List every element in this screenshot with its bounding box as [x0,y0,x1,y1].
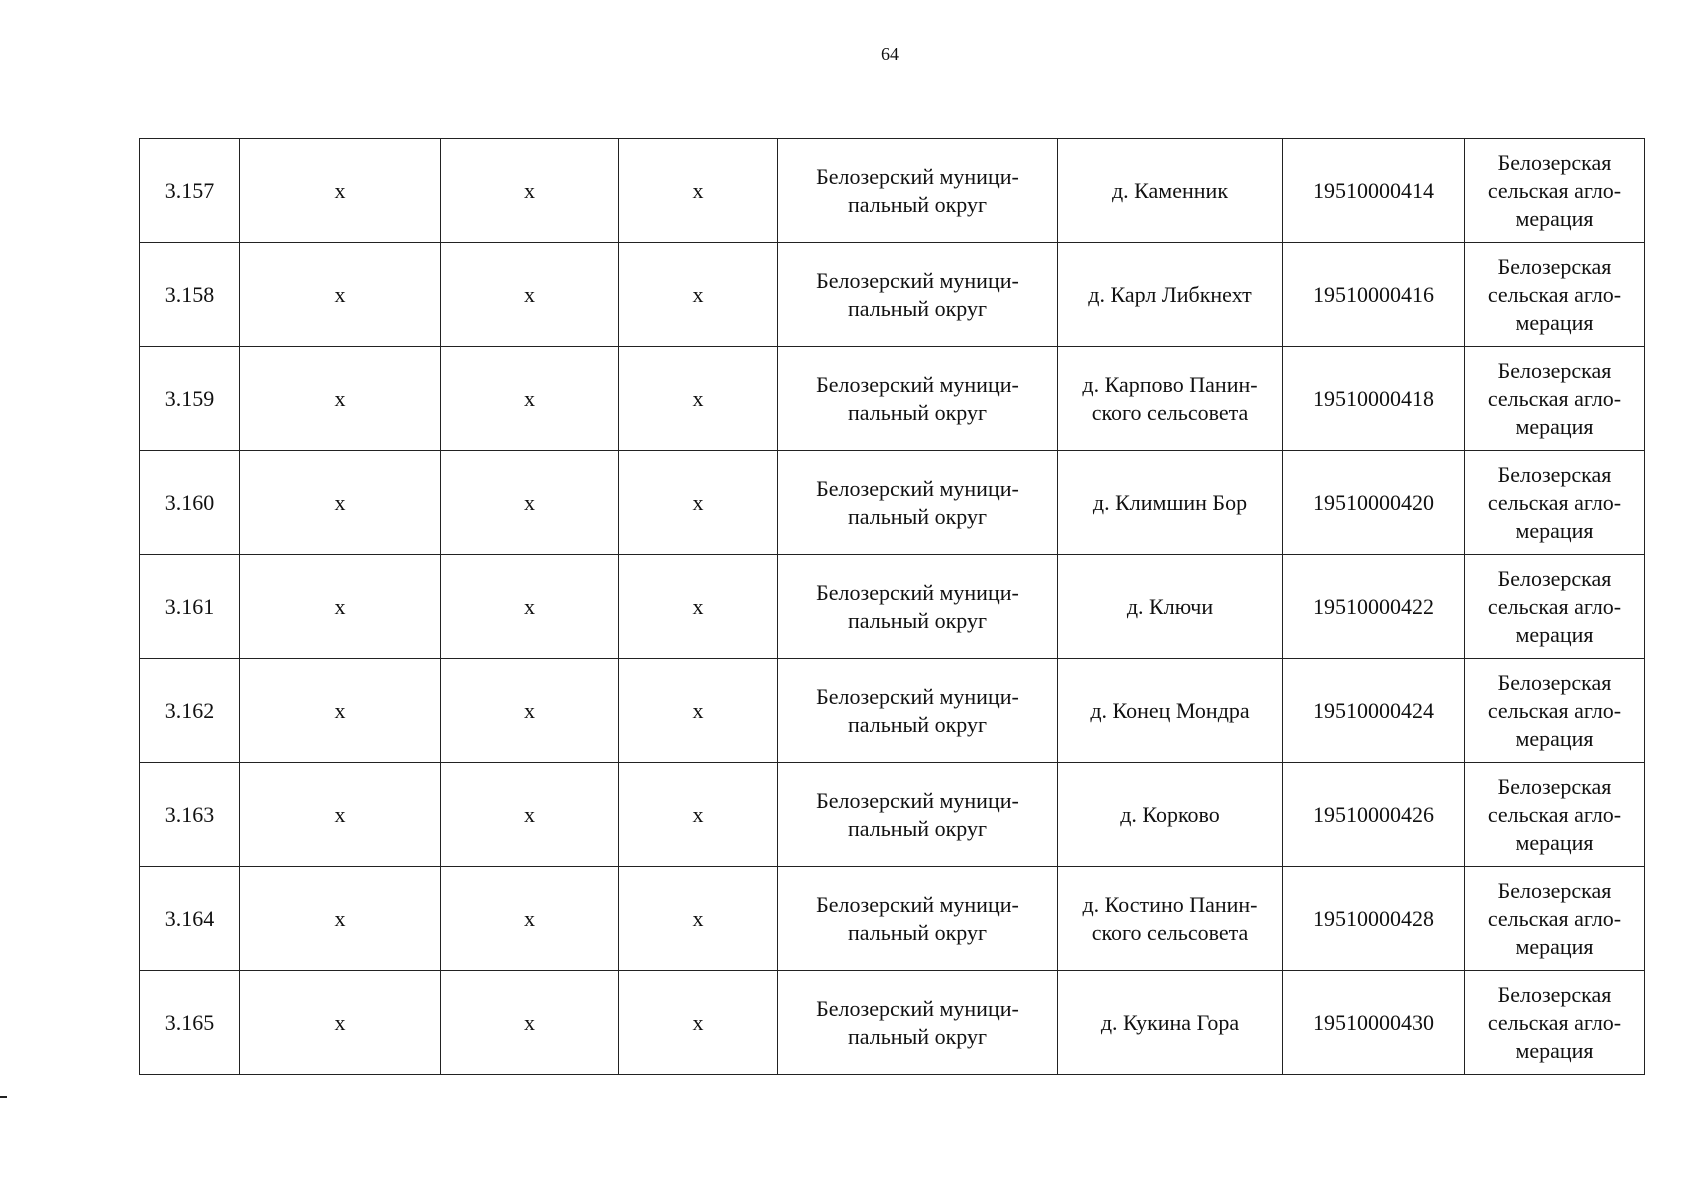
agglomeration-cell-line: Белозерская [1497,357,1612,383]
table-row [140,451,1645,555]
page-number: 64 [881,44,899,64]
x-cell: x [619,139,778,243]
agglomeration-cell [1465,139,1645,243]
agglomeration-cell-line: мерация [1515,621,1594,647]
district-cell-line: пальный округ [848,815,987,841]
district-cell-line: пальный округ [848,711,987,737]
agglomeration-cell-line: сельская агло- [1487,1009,1622,1035]
district-cell-line: Белозерский муници- [816,995,1019,1021]
x-cell: x [240,451,441,555]
oktmo-code-cell: 19510000418 [1283,347,1465,451]
x-cell: x [619,451,778,555]
x-cell: x [240,555,441,659]
table-row [140,243,1645,347]
settlement-cell-line: д. Карл Либкнехт [1088,281,1252,307]
row-number-cell: 3.164 [140,867,240,971]
x-cell: x [619,555,778,659]
agglomeration-cell [1465,659,1645,763]
district-cell-line: пальный округ [848,503,987,529]
agglomeration-cell-line: мерация [1515,517,1594,543]
x-cell: x [240,347,441,451]
agglomeration-cell-line: Белозерская [1497,149,1612,175]
district-cell [778,451,1058,555]
x-cell: x [240,763,441,867]
settlement-cell-line: д. Ключи [1126,593,1214,619]
settlements-table [139,138,1645,1075]
agglomeration-cell-line: Белозерская [1497,877,1612,903]
x-cell: x [441,347,619,451]
agglomeration-cell [1465,971,1645,1075]
x-cell: x [240,867,441,971]
district-cell-line: пальный округ [848,919,987,945]
agglomeration-cell [1465,555,1645,659]
x-cell: x [441,139,619,243]
x-cell: x [240,659,441,763]
margin-tick [0,1096,7,1098]
x-cell: x [619,867,778,971]
x-cell: x [441,971,619,1075]
agglomeration-cell-line: сельская агло- [1487,281,1622,307]
settlement-cell [1058,139,1283,243]
x-cell: x [441,763,619,867]
row-number-cell: 3.160 [140,451,240,555]
settlement-cell-line: д. Кукина Гора [1100,1009,1240,1035]
agglomeration-cell [1465,243,1645,347]
x-cell: x [441,243,619,347]
oktmo-code-cell: 19510000414 [1283,139,1465,243]
settlement-cell-line: д. Карпово Панин- [1082,371,1258,397]
agglomeration-cell-line: сельская агло- [1487,489,1622,515]
district-cell-line: Белозерский муници- [816,579,1019,605]
agglomeration-cell-line: Белозерская [1497,773,1612,799]
settlement-cell [1058,659,1283,763]
agglomeration-cell-line: Белозерская [1497,461,1612,487]
agglomeration-cell-line: мерация [1515,413,1594,439]
settlement-cell [1058,867,1283,971]
district-cell [778,347,1058,451]
oktmo-code-cell: 19510000430 [1283,971,1465,1075]
agglomeration-cell-line: сельская агло- [1487,177,1622,203]
row-number-cell: 3.162 [140,659,240,763]
district-cell-line: пальный округ [848,607,987,633]
settlement-cell [1058,763,1283,867]
settlement-cell [1058,243,1283,347]
district-cell [778,867,1058,971]
agglomeration-cell-line: Белозерская [1497,565,1612,591]
district-cell-line: Белозерский муници- [816,475,1019,501]
district-cell [778,763,1058,867]
agglomeration-cell-line: Белозерская [1497,669,1612,695]
settlement-cell-line: д. Корково [1120,801,1220,827]
agglomeration-cell [1465,451,1645,555]
agglomeration-cell-line: Белозерская [1497,253,1612,279]
agglomeration-cell-line: сельская агло- [1487,801,1622,827]
district-cell-line: Белозерский муници- [816,371,1019,397]
table-row [140,659,1645,763]
row-number-cell: 3.158 [140,243,240,347]
table-body [140,139,1645,1075]
agglomeration-cell-line: сельская агло- [1487,905,1622,931]
x-cell: x [619,243,778,347]
district-cell [778,971,1058,1075]
agglomeration-cell-line: мерация [1515,725,1594,751]
agglomeration-cell-line: Белозерская [1497,981,1612,1007]
x-cell: x [441,451,619,555]
row-number-cell: 3.161 [140,555,240,659]
district-cell-line: Белозерский муници- [816,891,1019,917]
settlement-cell-line: д. Климшин Бор [1092,489,1248,515]
table-row [140,347,1645,451]
row-number-cell: 3.165 [140,971,240,1075]
agglomeration-cell-line: сельская агло- [1487,697,1622,723]
settlement-cell-line: д. Костино Панин- [1082,891,1258,917]
table-row [140,971,1645,1075]
table-row [140,867,1645,971]
agglomeration-cell-line: сельская агло- [1487,593,1622,619]
district-cell [778,555,1058,659]
settlement-cell [1058,451,1283,555]
oktmo-code-cell: 19510000420 [1283,451,1465,555]
agglomeration-cell [1465,763,1645,867]
agglomeration-cell [1465,347,1645,451]
table-row [140,763,1645,867]
table-row [140,555,1645,659]
row-number-cell: 3.159 [140,347,240,451]
district-cell [778,243,1058,347]
settlement-cell-line: ского сельсовета [1091,399,1249,425]
district-cell [778,659,1058,763]
district-cell-line: пальный округ [848,1023,987,1049]
oktmo-code-cell: 19510000422 [1283,555,1465,659]
settlement-cell [1058,555,1283,659]
district-cell-line: Белозерский муници- [816,267,1019,293]
row-number-cell: 3.157 [140,139,240,243]
district-cell-line: Белозерский муници- [816,163,1019,189]
oktmo-code-cell: 19510000424 [1283,659,1465,763]
row-number-cell: 3.163 [140,763,240,867]
settlement-cell-line: д. Каменник [1111,177,1229,203]
x-cell: x [240,139,441,243]
agglomeration-cell-line: сельская агло- [1487,385,1622,411]
x-cell: x [619,659,778,763]
x-cell: x [441,867,619,971]
x-cell: x [619,347,778,451]
district-cell-line: пальный округ [848,399,987,425]
x-cell: x [441,659,619,763]
agglomeration-cell-line: мерация [1515,933,1594,959]
oktmo-code-cell: 19510000426 [1283,763,1465,867]
agglomeration-cell-line: мерация [1515,829,1594,855]
district-cell-line: Белозерский муници- [816,683,1019,709]
district-cell-line: пальный округ [848,295,987,321]
district-cell-line: пальный округ [848,191,987,217]
agglomeration-cell-line: мерация [1515,1037,1594,1063]
agglomeration-cell [1465,867,1645,971]
settlement-cell [1058,347,1283,451]
x-cell: x [240,243,441,347]
district-cell [778,139,1058,243]
agglomeration-cell-line: мерация [1515,309,1594,335]
oktmo-code-cell: 19510000428 [1283,867,1465,971]
agglomeration-cell-line: мерация [1515,205,1594,231]
x-cell: x [240,971,441,1075]
district-cell-line: Белозерский муници- [816,787,1019,813]
settlement-cell-line: д. Конец Мондра [1090,697,1250,723]
x-cell: x [619,971,778,1075]
table-row [140,139,1645,243]
settlement-cell [1058,971,1283,1075]
x-cell: x [619,763,778,867]
oktmo-code-cell: 19510000416 [1283,243,1465,347]
settlement-cell-line: ского сельсовета [1091,919,1249,945]
x-cell: x [441,555,619,659]
